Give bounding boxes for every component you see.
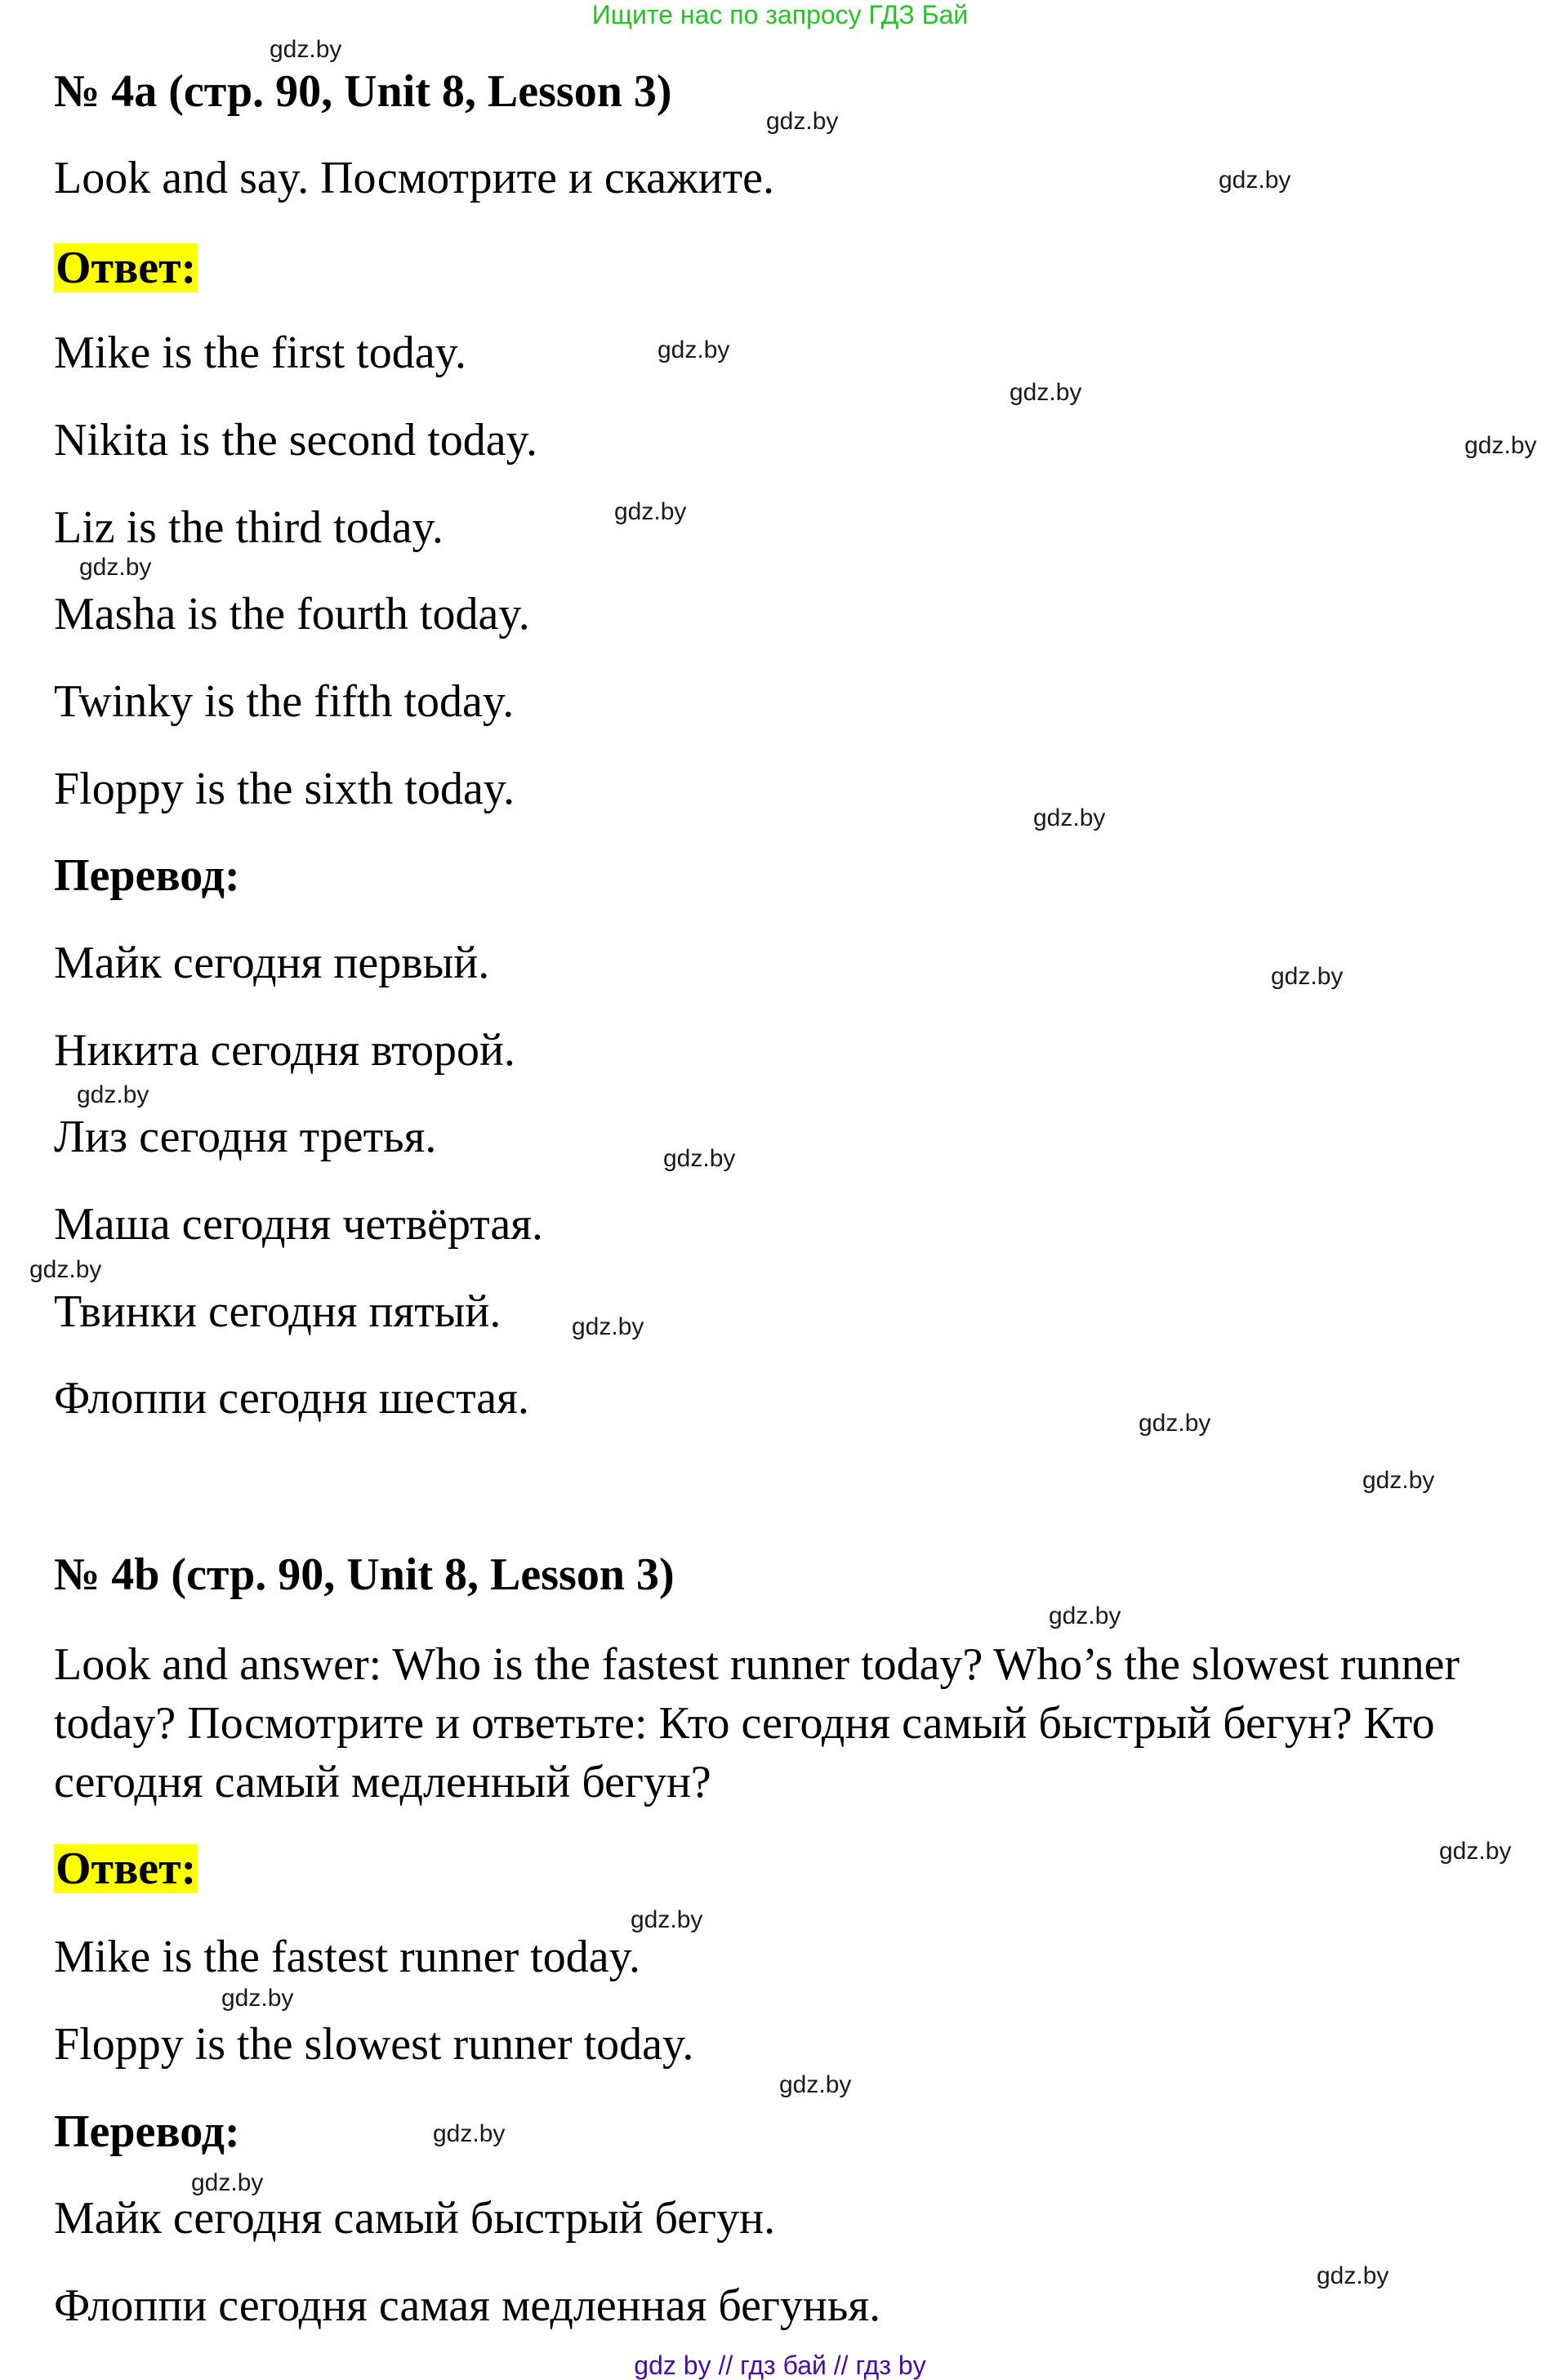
watermark: gdz.by (1139, 1410, 1211, 1437)
task-b-translation-2: Флоппи сегодня самая медленная бегунья. (54, 2280, 881, 2331)
watermark: gdz.by (1317, 2262, 1389, 2289)
watermark: gdz.by (1049, 1602, 1121, 1629)
footer-link-gdz-by-ru[interactable]: гдз by (855, 2351, 926, 2380)
task-a-answer-label: Ответ: (56, 243, 197, 293)
watermark: gdz.by (766, 108, 839, 135)
task-a-instruction: Look and say. Посмотрите и скажите. (54, 153, 774, 203)
watermark: gdz.by (1010, 379, 1082, 406)
task-a-answer-4: Masha is the fourth today. (54, 589, 530, 640)
watermark: gdz.by (79, 554, 152, 581)
watermark: gdz.by (29, 1256, 102, 1283)
watermark: gdz.by (221, 1985, 294, 2012)
watermark: gdz.by (657, 336, 730, 363)
task-a-answer-5: Twinky is the fifth today. (54, 676, 515, 727)
top-search-banner[interactable]: Ищите нас по запросу ГДЗ Бай (591, 0, 969, 29)
task-a-translation-2: Никита сегодня второй. (54, 1025, 515, 1076)
watermark: gdz.by (572, 1313, 644, 1340)
task-a-answer-6: Floppy is the sixth today. (54, 764, 515, 814)
watermark: gdz.by (433, 2120, 506, 2147)
task-a-title: № 4a (стр. 90, Unit 8, Lesson 3) (54, 66, 672, 117)
footer-link-gdz-by[interactable]: gdz by (634, 2351, 711, 2380)
watermark: gdz.by (663, 1145, 736, 1172)
watermark: gdz.by (1362, 1467, 1435, 1494)
task-b-answer-2: Floppy is the slowest runner today. (54, 2019, 694, 2070)
watermark: gdz.by (1033, 804, 1106, 831)
task-a-translation-5: Твинки сегодня пятый. (54, 1286, 501, 1337)
task-a-translation-3: Лиз сегодня третья. (54, 1112, 437, 1162)
task-a-answer-3: Liz is the third today. (54, 502, 443, 553)
watermark: gdz.by (614, 498, 687, 525)
task-a-translation-label: Перевод: (54, 850, 240, 901)
task-a-answer-2: Nikita is the second today. (54, 415, 538, 466)
task-a-answer-1: Mike is the first today. (54, 328, 466, 378)
watermark: gdz.by (631, 1906, 703, 1933)
task-b-answer-label: Ответ: (56, 1843, 197, 1894)
watermark: gdz.by (191, 2169, 264, 2196)
watermark: gdz.by (1271, 963, 1344, 990)
watermark: gdz.by (1219, 167, 1291, 194)
watermark: gdz.by (270, 36, 342, 63)
footer-separator: // (718, 2351, 733, 2380)
task-a-translation-1: Майк сегодня первый. (54, 938, 490, 988)
task-a-translation-6: Флоппи сегодня шестая. (54, 1373, 529, 1424)
task-b-translation-1: Майк сегодня самый быстрый бегун. (54, 2193, 776, 2244)
watermark: gdz.by (1464, 432, 1537, 459)
task-a-translation-4: Маша сегодня четвёртая. (54, 1199, 544, 1250)
task-b-title: № 4b (стр. 90, Unit 8, Lesson 3) (54, 1549, 675, 1600)
footer-links (0, 2351, 1560, 2380)
watermark: gdz.by (1439, 1838, 1512, 1865)
watermark: gdz.by (77, 1081, 149, 1108)
footer-link-gdz-bai[interactable]: гдз бай (740, 2351, 827, 2380)
task-b-answer-1: Mike is the fastest runner today. (54, 1932, 640, 1982)
watermark: gdz.by (779, 2071, 852, 2098)
footer-separator: // (833, 2351, 849, 2380)
task-b-instruction: Look and answer: Who is the fastest runner today? Who’s the slowest runner today? Посмотрите и ответьте: Кто сегодня самый быстрый бегун? Кто сегодня самый медленный бегун? (54, 1639, 1460, 1807)
task-b-translation-label: Перевод: (54, 2106, 240, 2157)
